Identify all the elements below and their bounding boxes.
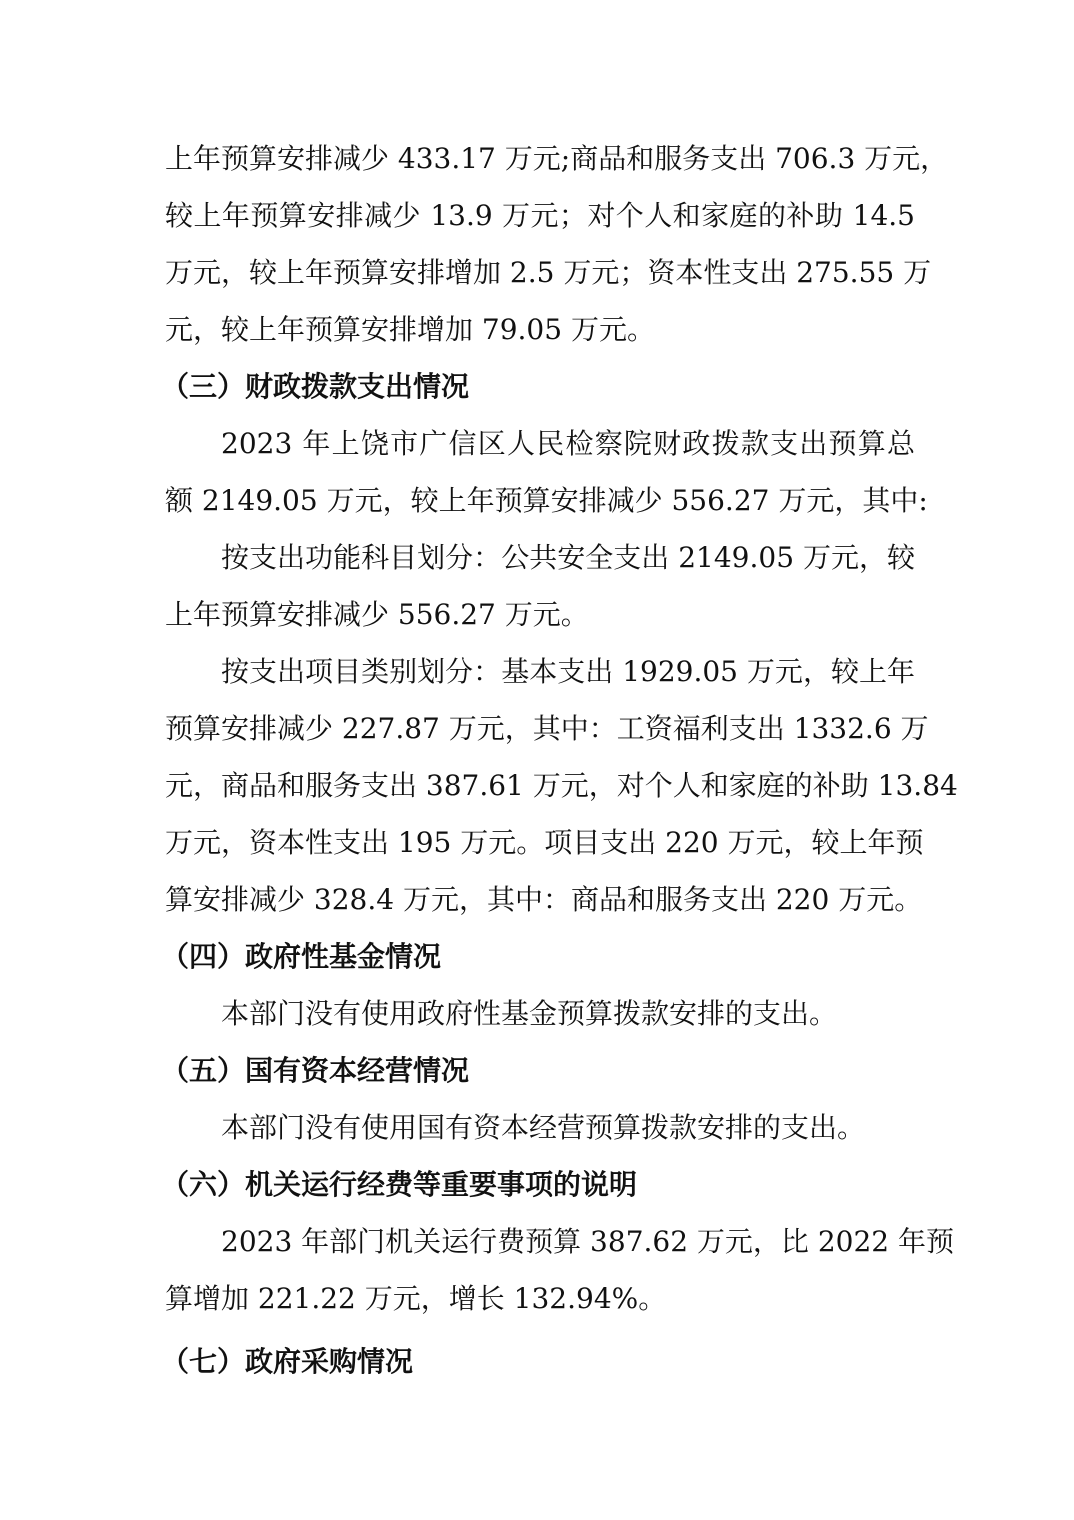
section-heading-7: （七）政府采购情况 bbox=[161, 1345, 414, 1378]
body-text-line: 预算安排减少 227.87 万元，其中：工资福利支出 1332.6 万 bbox=[165, 712, 929, 745]
body-text-line: 本部门没有使用国有资本经营预算拨款安排的支出。 bbox=[221, 1111, 866, 1144]
section-heading-4: （四）政府性基金情况 bbox=[161, 940, 442, 973]
body-text-line: 元，商品和服务支出 387.61 万元，对个人和家庭的补助 13.84 bbox=[165, 769, 958, 802]
body-text-line: 2023 年上饶市广信区人民检察院财政拨款支出预算总 bbox=[221, 427, 915, 460]
body-text-line: 本部门没有使用政府性基金预算拨款安排的支出。 bbox=[221, 997, 838, 1030]
section-heading-3: （三）财政拨款支出情况 bbox=[161, 370, 470, 403]
body-text-line: 上年预算安排减少 556.27 万元。 bbox=[165, 598, 589, 631]
body-text-line: 2023 年部门机关运行费预算 387.62 万元，比 2022 年预 bbox=[221, 1225, 954, 1258]
body-text-line: 较上年预算安排减少 13.9 万元；对个人和家庭的补助 14.5 bbox=[165, 199, 915, 232]
body-text-line: 上年预算安排减少 433.17 万元;商品和服务支出 706.3 万元， bbox=[165, 142, 949, 175]
body-text-line: 万元，较上年预算安排增加 2.5 万元；资本性支出 275.55 万 bbox=[165, 256, 932, 289]
section-heading-6: （六）机关运行经费等重要事项的说明 bbox=[161, 1168, 638, 1201]
body-text-line: 按支出项目类别划分：基本支出 1929.05 万元，较上年 bbox=[221, 655, 915, 688]
body-text-line: 算安排减少 328.4 万元，其中：商品和服务支出 220 万元。 bbox=[165, 883, 923, 916]
body-text-line: 按支出功能科目划分：公共安全支出 2149.05 万元，较 bbox=[221, 541, 915, 574]
body-text-line: 元，较上年预算安排增加 79.05 万元。 bbox=[165, 313, 655, 346]
body-text-line: 万元，资本性支出 195 万元。项目支出 220 万元，较上年预 bbox=[165, 826, 924, 859]
section-heading-5: （五）国有资本经营情况 bbox=[161, 1054, 470, 1087]
body-text-line: 算增加 221.22 万元，增长 132.94%。 bbox=[165, 1282, 667, 1315]
document-page bbox=[161, 130, 958, 1390]
body-text-line: 额 2149.05 万元，较上年预算安排减少 556.27 万元，其中: bbox=[165, 484, 928, 517]
